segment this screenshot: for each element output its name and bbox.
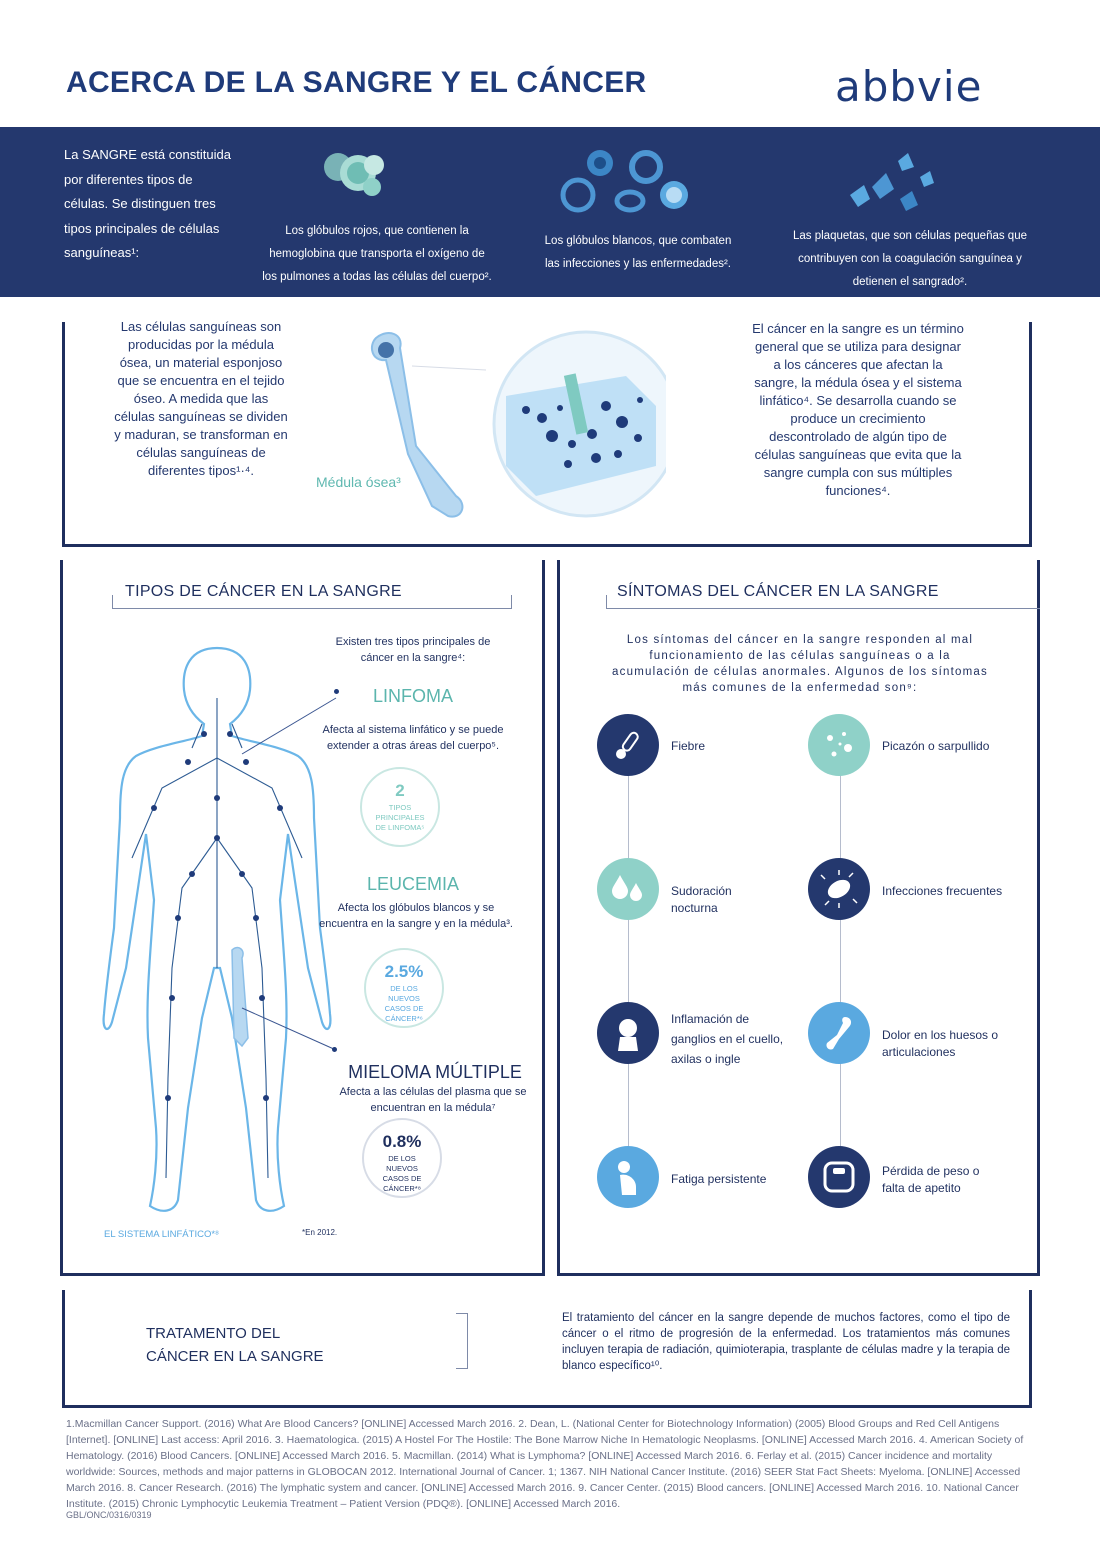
thermometer-icon (597, 714, 659, 776)
symptoms-right-connector (840, 775, 841, 1170)
lymph-system-label: EL SISTEMA LINFÁTICO*⁸ (104, 1229, 220, 1240)
blood-cancer-definition: El cáncer en la sangre es un término general que se utiliza para designar a los cánceres que afectan la sangre, la médula ósea y el sistema linfático⁴. Se desarrolla cuando se produce un crecimiento descontrolado de algún tipo de células sanguíneas que evita que la sangre cumpla con sus múltiples funciones⁴. (752, 321, 964, 498)
blood-cells-band (0, 127, 1100, 297)
tired-person-icon (597, 1146, 659, 1208)
treatment-title: TRATAMENTO DEL CÁNCER EN LA SANGRE (146, 1325, 324, 1365)
drops-icon (597, 858, 659, 920)
blood-intro-text: La SANGRE está constituida por diferentes tipos de células. Se distinguen tres tipos principales de células sanguíneas¹: (64, 147, 231, 260)
platelets-icon (842, 147, 938, 217)
symptom-label-bone-pain: Dolor en los huesos o articulaciones (882, 1028, 999, 1059)
symptoms-left-connector (628, 775, 629, 1170)
symptoms-intro: Los síntomas del cáncer en la sangre responden al mal funcionamiento de las células sanguíneas o a la acumulación de células anormales. Algunos de los síntomas más comunes de la enfermedad son⁹: (612, 634, 988, 694)
types-intro: Existen tres tipos principales de cáncer en la sangre⁴: (335, 636, 491, 664)
cancer-types-title: TIPOS DE CÁNCER EN LA SANGRE (125, 583, 402, 600)
myeloma-title: MIELOMA MÚLTIPLE (348, 1062, 522, 1082)
references: 1.Macmillan Cancer Support. (2016) What Are Blood Cancers? [ONLINE] Accessed March 2016. 2. Dean, L. (National Center for Biotechnology Information) (2005) Blood Groups and Red Cell Antigens [Internet]. [ONLINE] Last access: April 2016. 3. Haematologica. (2015) A Hostel For The Hostile: The Bone Marrow Niche In Hematologic Neoplasms. [ONLINE] Accessed March 2016. 4. American Society of Hematology. (2016) Blood Cancers. [ONLINE] Accessed March 2016. 5. Macmillan. (2014) What is Lymphoma? [ONLINE] Accessed March 2016. 6. Ferlay et al. (2015) Cancer incidence and mortality worldwide: Sources, methods and major patterns in GLOBOCAN 2012. International Journal of Cancer. 1; 1367. NIH National Cancer Institute. (2016) SEER Stat Fact Sheets: Myeloma. [ONLINE] Accessed March 2016. 8. Cancer Research. (2016) The lymphatic system and cancer. [ONLINE] Accessed March 2016. 9. Cancer Center. (2015) Blood cancers. [ONLINE] Accessed March 2016. 10. National Cancer Institute. (2015) Chronic Lymphocytic Leukemia Treatment – Patient Version (PDQ®). [ONLINE] Accessed March 2016. (66, 1418, 1024, 1510)
symptom-label-fever: Fiebre (671, 739, 706, 753)
lymphoma-desc: Afecta al sistema linfático y se puede extender a otras áreas del cuerpo⁵. (322, 724, 504, 752)
platelets-text: Las plaquetas, que son células pequeñas que contribuyen con la coagulación sanguínea y detienen el sangrado². (792, 230, 1027, 288)
rash-icon (808, 714, 870, 776)
bone-marrow-illustration (356, 326, 666, 522)
red-cells-icon (312, 149, 390, 205)
treatment-bracket (456, 1313, 468, 1369)
leukemia-title: LEUCEMIA (366, 874, 460, 894)
marrow-label: Médula ósea³ (316, 474, 401, 490)
white-cells-text: Los glóbulos blancos, que combaten las infecciones y las enfermedades². (544, 235, 732, 270)
leukemia-stat-label: DE LOS NUEVOS CASOS DE CÁNCER*⁶ (384, 984, 424, 1023)
red-cells-text: Los glóbulos rojos, que contienen la hemoglobina que transporta el oxígeno de los pulmones a todas las células del cuerpo². (262, 225, 492, 283)
lymphoma-stat-circle (360, 767, 440, 847)
marrow-left-text: Las células sanguíneas son producidas por la médula ósea, un material esponjoso que se encuentra en el tejido óseo. A medida que las células sanguíneas se dividen y maduran, se transforman en células sanguíneas de diferentes tipos¹·⁴. (114, 319, 288, 478)
document-code: GBL/ONC/0316/0319 (66, 1510, 152, 1520)
white-cells-icon (558, 147, 690, 215)
germ-icon (808, 858, 870, 920)
page-title: ACERCA DE LA SANGRE Y EL CÁNCER (66, 66, 647, 99)
lymphatic-system-figure (92, 638, 342, 1218)
symptom-label-fatigue: Fatiga persistente (671, 1172, 767, 1186)
leukemia-stat-circle (364, 948, 444, 1028)
cancer-types-title-underline (112, 595, 512, 609)
symptoms-title-underline (606, 595, 1040, 609)
myeloma-stat-circle (362, 1118, 442, 1198)
myeloma-stat-value: 0.8% (382, 1132, 422, 1151)
symptom-label-rash: Picazón o sarpullido (882, 739, 990, 753)
symptom-label-infections: Infecciones frecuentes (882, 884, 1003, 898)
leukemia-stat-value: 2.5% (384, 962, 424, 981)
year-footnote: *En 2012. (302, 1228, 338, 1237)
symptom-label-sweats: Sudoración nocturna (671, 884, 732, 915)
neck-icon (597, 1002, 659, 1064)
joint-icon (808, 1002, 870, 1064)
treatment-text: El tratamiento del cáncer en la sangre depende de muchos factores, como el tipo de cáncer o el ritmo de progresión de la enfermedad. Los tratamientos más comunes incluyen terapia de radiación, quimioterapia, trasplante de células madre y la terapia de blanco específico¹⁰. (562, 1312, 1010, 1372)
abbvie-logo: abbvie (835, 62, 983, 111)
myeloma-pointer-dot (332, 1047, 337, 1052)
lymphoma-title: LINFOMA (372, 686, 453, 706)
symptom-label-glands: Inflamación de ganglios en el cuello, axilas o ingle (671, 1012, 784, 1066)
scale-icon (808, 1146, 870, 1208)
myeloma-stat-label: DE LOS NUEVOS CASOS DE CÁNCER*⁸ (382, 1154, 422, 1193)
leukemia-desc: Afecta los glóbulos blancos y se encuentra en la sangre y en la médula³. (319, 902, 513, 930)
symptoms-title: SÍNTOMAS DEL CÁNCER EN LA SANGRE (617, 583, 939, 600)
lymphoma-stat-value: 2 (395, 781, 405, 800)
lymphoma-stat-label: TIPOS PRINCIPALES DE LINFOMA⁵ (375, 803, 425, 832)
symptom-label-weight-loss: Pérdida de peso o falta de apetito (882, 1164, 980, 1195)
myeloma-desc: Afecta a las células del plasma que se encuentran en la médula⁷ (339, 1086, 527, 1114)
